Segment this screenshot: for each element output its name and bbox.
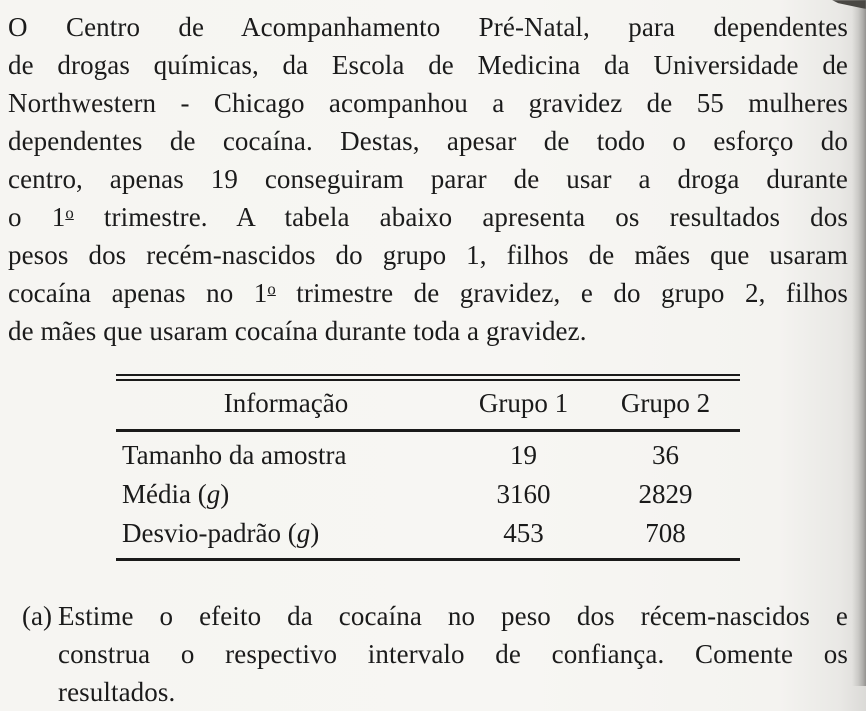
- text-line: cocaína apenas no 1$^o$ trimestre de gravidez, e do grupo 2, filhos: [8, 278, 848, 308]
- cell-group1: 19: [510, 440, 537, 470]
- text-line: construa o respectivo intervalo de confiança. Comente os: [58, 639, 848, 669]
- text-line: centro, apenas 19 conseguiram parar de usar a droga durante: [8, 164, 848, 194]
- cell-group2: 708: [645, 518, 686, 548]
- stats-table: [116, 374, 740, 561]
- table-body: [116, 431, 740, 560]
- cell-group1: 3160: [496, 479, 551, 509]
- text-line: Estime o efeito da cocaína no peso dos récem-nascidos e: [58, 601, 848, 631]
- text-line: dependentes de cocaína. Destas, apesar de todo o esforço do: [8, 126, 848, 156]
- text-line: resultados.: [58, 677, 176, 707]
- text-line: pesos dos recém-nascidos do grupo 1, filhos de mães que usaram: [8, 240, 848, 270]
- table-row: [116, 475, 740, 514]
- item-a: [8, 597, 848, 711]
- cell-label: Média (g): [122, 479, 230, 509]
- header-grupo-1: Grupo 1: [456, 378, 591, 431]
- ordinal-superscript: o: [65, 203, 74, 223]
- text-line: de drogas químicas, da Escola de Medicina da Universidade de: [8, 50, 848, 80]
- cell-label: Desvio-padrão (g): [122, 518, 320, 548]
- cell-group2: 2829: [638, 479, 693, 509]
- cell-group2: 36: [652, 440, 679, 470]
- cell-group1: 453: [503, 518, 544, 548]
- ordinal-superscript: o: [267, 279, 276, 299]
- header-informacao: Informação: [116, 378, 456, 431]
- unit-symbol: g: [296, 518, 311, 548]
- unit-symbol: g: [206, 479, 221, 509]
- problem-paragraph: [8, 8, 848, 350]
- header-grupo-2: Grupo 2: [591, 378, 740, 431]
- text-line: O Centro de Acompanhamento Pré-Natal, para dependentes: [8, 12, 848, 42]
- text-line: Northwestern - Chicago acompanhou a gravidez de 55 mulheres: [8, 88, 848, 118]
- text-line: o 1$^o$ trimestre. A tabela abaixo apresenta os resultados dos: [8, 202, 848, 232]
- table-row: [116, 431, 740, 476]
- table-row: [116, 514, 740, 560]
- text-line: de mães que usaram cocaína durante toda a gravidez.: [8, 316, 587, 346]
- item-a-text: [58, 597, 848, 711]
- cell-label: Tamanho da amostra: [122, 440, 347, 470]
- item-a-marker: (a): [22, 601, 52, 631]
- table-header-row: [116, 378, 740, 431]
